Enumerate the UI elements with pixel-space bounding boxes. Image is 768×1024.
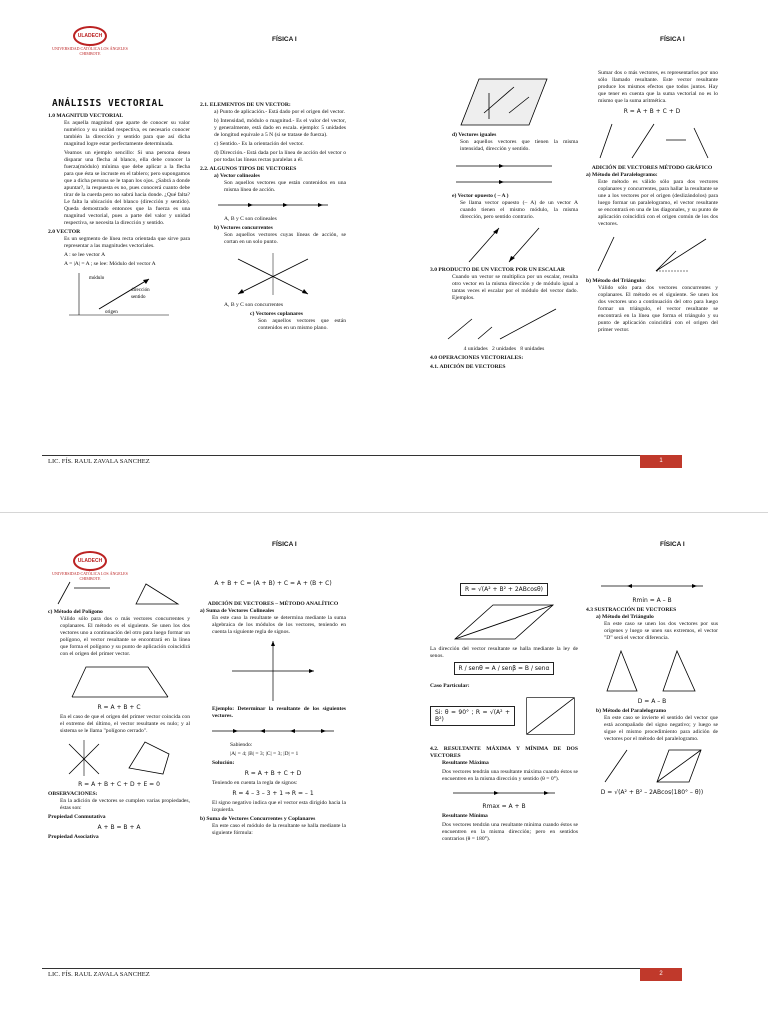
opposite-vector-diagram: [459, 224, 549, 264]
collinear-sum-text: En este caso la resultante se determina mediante la suma algebraica de los módulos de los vectores, teniendo en cuenta la siguiente regla de signos.: [212, 615, 346, 635]
addition-vectors-diagram: [592, 118, 712, 162]
addition-formula: R = A + B + C + D: [623, 108, 681, 115]
logo-seal: ULADECH: [73, 26, 107, 46]
polygon-text-2: En el caso de que el origen del primer vector coincida con el extremo del último, el vector resultante es nulo; y al sistema se le llama "polígono cerrado".: [60, 714, 191, 734]
footer-author: LIC. FÍS. RAUL ZAVALA SANCHEZ: [48, 458, 150, 465]
law-of-sines-formula: R / senθ = A / senβ = B / senα: [454, 662, 555, 675]
university-name: UNIVERSIDAD CATÓLICA LOS ÁNGELES CHIMBOTE: [52, 571, 128, 581]
opposite-vector-heading: e) Vector opuesto ( – A ): [452, 193, 509, 199]
vector-elements-diagram: [59, 271, 179, 319]
solution-note: El signo negativo indica que el vector esta dirigido hacia la izquierda.: [212, 800, 346, 813]
closed-polygon-caption: R = A + B + C + D + E = 0: [78, 781, 160, 788]
associative-formula: A + B + C = (A + B) + C = A + (B + C): [214, 580, 332, 587]
opposite-vector-text: Se llama vector opuesto (– A) de un vector A cuando tienen el mismo módulo, la misma dirección, pero sentido contrario.: [460, 200, 578, 220]
collinear-example-diagram: [208, 723, 338, 739]
max-resultant-diagram: [449, 786, 559, 800]
max-resultant-text: Dos vectores tendrán una resultante máxima cuando éstos se encuentren en la misma dirección y sentido (θ = 0°).: [442, 769, 578, 782]
scalar-caption: 4 unidades: [463, 346, 488, 352]
right-angle-diagram: [523, 692, 578, 740]
equal-vectors-text: Son aquellos vectores que tienen la misma intensidad, dirección y sentido.: [460, 139, 578, 152]
min-resultant-heading: Resultante Mínima: [442, 813, 488, 819]
triangle-text: Válido sólo para dos vectores concurrentes y coplanares. El método es el siguiente. Se unen los dos vectores uno a continuación del otro para luego formar un triángulo, el vector resultante se encontrará en la línea que forma el triángulo y su punto de aplicación coincidirá con el origen del primer vector.: [598, 285, 718, 333]
column-2: [200, 100, 346, 334]
concurrent-diagram: [218, 249, 328, 299]
scalar-product-diagram: [444, 305, 564, 343]
special-case-formula: Si: θ = 90° ; R = √(A² + B²): [430, 706, 515, 726]
vector-module: A = |A| = A ; se lee: Módulo del vector A: [64, 261, 156, 267]
subtraction-triangle-diagram: [597, 645, 707, 695]
section-41-heading: 4.1. ADICIÓN DE VECTORES: [430, 364, 506, 370]
subtraction-parallelogram-diagram: [597, 746, 707, 786]
subtraction-parallelogram-text: En este caso se invierte el sentido del vector que está acompañado del signo negativo; y luego se sigue el mismo procedimiento para adición de vectores por el método del paralelogramo.: [604, 715, 718, 742]
solution-heading: Solución:: [212, 760, 235, 766]
law-of-sines-text: La dirección del vector resultante se halla mediante la ley de senos.: [430, 646, 578, 659]
sign-rule-axes: [228, 639, 318, 703]
collinear-sum-heading: a) Suma de Vectores Colineales: [200, 608, 275, 614]
parallelogram-diagram: [592, 231, 712, 275]
concurrent-caption: A, B y C son concurrentes: [224, 302, 284, 308]
label-modulo: módulo: [89, 276, 105, 281]
collinear-diagram: [213, 197, 333, 213]
graphic-method-heading: ADICIÓN DE VECTORES MÉTODO GRÁFICO: [591, 165, 713, 171]
collinear-caption: A, B y C son colineales: [224, 216, 277, 222]
page-title: ANÁLISIS VECTORIAL: [52, 98, 164, 109]
polygon-diagram: [64, 661, 174, 701]
section-42-heading: 4.2. RESULTANTE MÁXIMA Y MÍNIMA DE DOS VECTORES: [430, 746, 578, 759]
min-resultant-formula: Rmin = A – B: [632, 597, 672, 604]
closed-polygon-diagram: [59, 738, 179, 778]
column-4: [586, 575, 718, 799]
header-right: FÍSICA I: [660, 541, 685, 548]
element-item: b) Intensidad, módulo o magnitud.- Es el valor del vector, y generalmente, está dado en escala. ejemplo: 5 unidades de longitud equivale a 5 N (si se tratase de fuerza).: [214, 118, 346, 138]
associative-heading: Propiedad Asociativa: [48, 834, 99, 840]
section-30-heading: 3.0 PRODUCTO DE UN VECTOR POR UN ESCALAR: [430, 267, 565, 273]
observations-text: En la adición de vectores se cumplen varias propiedades, éstas son:: [60, 798, 190, 811]
coplanar-text: Son aquellos vectores que están contenidos en un mismo plano.: [258, 318, 346, 331]
parallelogram-text: Este método es válido sólo para dos vectores coplanares y concurrentes, para hallar la resultante se une a los vectores por el origen (deslizándolos) para luego formar un paralelogramo, el vector resultante se encontrará en una de las diagonales, y su punto de aplicación coincidirá con el origen común de los dos vectores.: [598, 179, 718, 227]
equal-vectors-heading: d) Vectores iguales: [452, 132, 497, 138]
section-30-text: Cuando un vector se multiplica por un escalar, resulta otro vector en la misma dirección y de módulo igual a tantas veces el escalar por el módulo del vector dado. Ejemplos.: [452, 274, 578, 301]
element-item: a) Punto de aplicación.- Está dado por el origen del vector.: [214, 109, 346, 115]
scalar-caption: 2 unidades: [491, 346, 517, 352]
header-left: FÍSICA I: [272, 36, 297, 43]
solution-formula: R = A + B + C + D: [244, 770, 302, 777]
min-resultant-diagram: [597, 578, 707, 594]
concurrent-sum-heading: b) Suma de Vectores Concurrentes y Coplanares: [200, 816, 316, 822]
coplanar-heading: c) Vectores coplanares: [250, 311, 303, 317]
example-heading: Ejemplo: Determinar la resultante de los siguientes vectores.: [212, 706, 346, 719]
min-resultant-text: Dos vectores tendrán una resultante mínima cuando éstos se encuentren en la misma dirección; pero en sentidos contrarios (θ = 180°).: [442, 822, 578, 842]
max-resultant-heading: Resultante Máxima: [442, 760, 489, 766]
commutative-formula: A + B = B + A: [97, 824, 141, 831]
special-case-heading: Caso Particular:: [430, 683, 470, 689]
page-number: 1: [640, 455, 682, 468]
subtraction-parallelogram-heading: b) Método del Paralelogramo: [596, 708, 667, 714]
section-1-heading: 1.0 MAGNITUD VECTORIAL: [48, 113, 124, 119]
section-21-heading: 2.1. ELEMENTOS DE UN VECTOR:: [200, 102, 291, 108]
column-2: [200, 577, 346, 839]
concurrent-text: Son aquellos vectores cuyas líneas de acción, se cortan en un solo punto.: [224, 232, 346, 245]
triangle-method-diagram: [54, 580, 184, 606]
university-logo: [50, 26, 130, 56]
element-item: c) Sentido.- Es la orientación del vector.: [214, 141, 304, 147]
polygon-caption: R = A + B + C: [97, 704, 141, 711]
footer-rule: [42, 968, 682, 969]
observations-heading: OBSERVACIONES:: [48, 791, 98, 797]
section-22-heading: 2.2. ALGUNOS TIPOS DE VECTORES: [200, 166, 297, 172]
header-right: FÍSICA I: [660, 36, 685, 43]
max-resultant-formula: Rmax = A + B: [482, 803, 526, 810]
university-name: UNIVERSIDAD CATÓLICA LOS ÁNGELES CHIMBOTE: [52, 46, 128, 56]
collinear-text: Son aquellos vectores que están contenidos en una misma línea de acción.: [224, 180, 346, 193]
footer-author: LIC. FÍS. RAUL ZAVALA SANCHEZ: [48, 971, 150, 978]
law-of-cosines-formula: R = √(A² + B² + 2ABcosθ): [460, 583, 548, 596]
vector-read: A : se lee vector A: [64, 252, 106, 258]
subtraction-triangle-text: En este caso se unen los dos vectores por sus orígenes y luego se unen sus extremos, el vector "D" será el vector diferencia.: [604, 621, 718, 641]
header-left: FÍSICA I: [272, 541, 297, 548]
label-origen: origen: [105, 310, 118, 315]
solution-text: Teniendo en cuenta la regla de signos:: [212, 780, 298, 786]
section-40-heading: 4.0 OPERACIONES VECTORIALES:: [430, 355, 524, 361]
element-item: d) Dirección.- Está dada por la línea de acción del vector o por todas las líneas rectas paralelas a él.: [214, 150, 346, 163]
law-of-cosines-diagram: [449, 599, 559, 643]
parallelogram-heading: a) Método del Paralelogramo:: [586, 172, 658, 178]
given-values: |A| = 4; |B| = 3; |C| = 3; |D| = 1: [230, 751, 299, 757]
solution-result: R = 4 – 3 – 3 + 1 ⇒ R = – 1: [232, 790, 314, 797]
label-sentido: sentido: [131, 295, 146, 300]
section-1-example: Veamos un ejemplo sencillo: Si una persona desea disparar una flecha al blanco, ella debe conocer la fuerza(módulo) mínima que debe aplicar a la flecha para que ésta se incruste en el tablero; pero supongamos que a dicha persona se le tapan los ojos. ¿Sabrá a donde apuntar?, la respuesta es no, pues conocerá cuanto debe tirar de la cuerda pero no sabrá hacia donde. ¿Qué falta? Le falta la ubicación del blanco (dirección y sentido). Queda demostrado entonces que la fuerza es una magnitud vectorial, pues a parte del valor y unidad respectiva, se necesita la dirección y sentido.: [64, 150, 190, 226]
concurrent-heading: b) Vectores concurrentes: [214, 225, 273, 231]
polygon-heading: c) Método del Polígono: [48, 609, 103, 615]
subtraction-triangle-heading: a) Método del Triángulo: [596, 614, 654, 620]
label-direccion: dirección: [131, 288, 150, 293]
column-4: [586, 70, 718, 336]
column-3: [430, 70, 578, 371]
triangle-heading: b) Método del Triángulo:: [586, 278, 646, 284]
given-label: Sabiendo:: [230, 742, 253, 748]
column-3: [430, 583, 578, 845]
page-number: 2: [640, 968, 682, 981]
column-1: [48, 577, 190, 841]
equal-vectors-diagram: [454, 156, 554, 190]
polygon-text: Válido sólo para dos o más vectores concurrentes y coplanares. El método es el siguiente. Se unen los dos vectores uno a continuación del otro para luego formar un polígono, el vector resultante se encontrará en la línea que forma el polígono y su punto de aplicación coincidirá con el origen del primer vector.: [60, 616, 190, 657]
footer-rule: [42, 455, 682, 456]
coplanar-plane-diagram: [459, 73, 549, 129]
collinear-heading: a) Vector colineales: [214, 173, 260, 179]
logo-seal: ULADECH: [73, 551, 107, 571]
subtraction-triangle-caption: D = A – B: [637, 698, 667, 705]
column-1: [48, 96, 190, 322]
commutative-heading: Propiedad Conmutativa: [48, 814, 106, 820]
analytic-method-heading: ADICIÓN DE VECTORES – MÉTODO ANALÍTICO: [207, 601, 339, 607]
section-2-text: Es un segmento de línea recta orientada que sirve para representar a las magnitudes vectoriales.: [64, 236, 190, 249]
scalar-caption: 8 unidades: [520, 346, 545, 352]
concurrent-sum-text: En este caso el módulo de la resultante se halla mediante la siguiente fórmula:: [212, 823, 346, 836]
page-2: [0, 512, 768, 1024]
section-41-text: Sumar dos o más vectores, es representarlos por uno sólo llamado resultante. Este vector resultante produce los mismos efectos que todos juntos. Hay que tener en cuenta que la suma vectorial no es lo mismo que la suma aritmética.: [598, 70, 718, 104]
section-43-heading: 4.3 SUSTRACCIÓN DE VECTORES: [586, 607, 677, 613]
section-2-heading: 2.0 VECTOR: [48, 229, 81, 235]
section-1-text: Es aquella magnitud que aparte de conocer su valor numérico y su unidad respectiva, es necesario conocer también la dirección y sentido para que así dicha magnitud logre estar perfectamente determinada.: [64, 120, 190, 147]
subtraction-formula: D = √(A² + B² – 2ABcos(180° – θ)): [600, 789, 704, 796]
